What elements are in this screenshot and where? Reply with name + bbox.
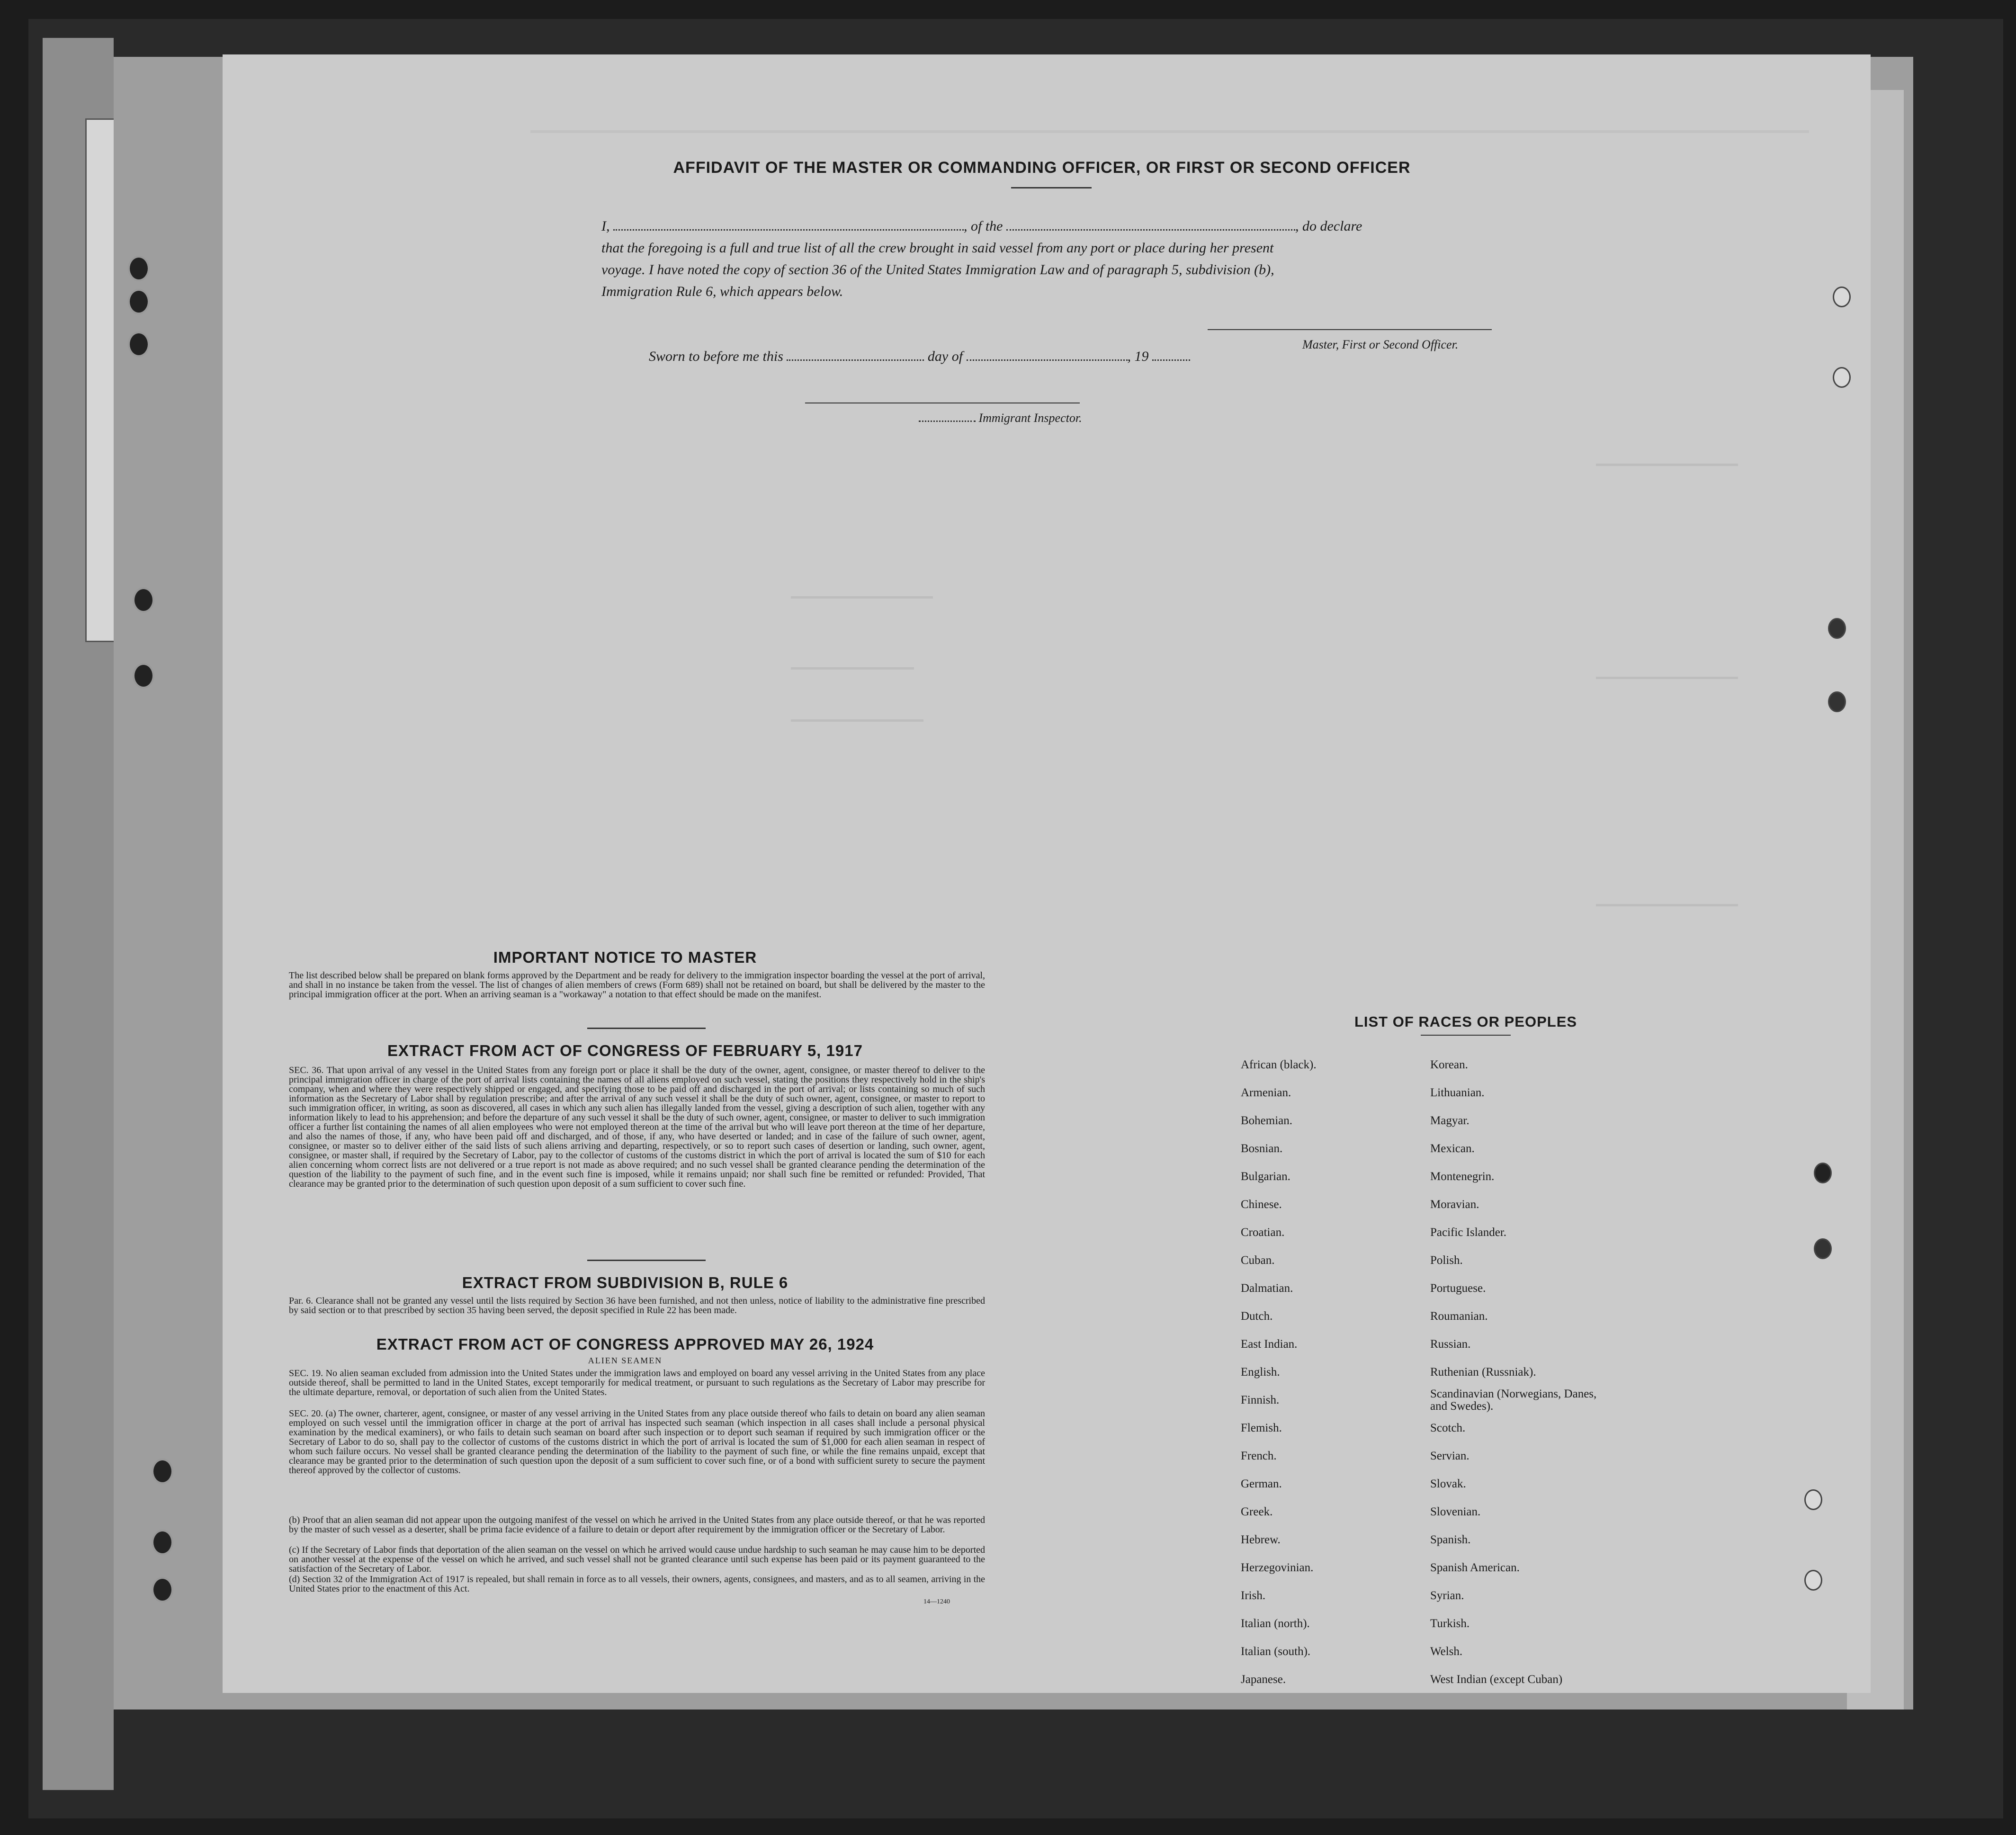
race-entry: Irish.	[1241, 1589, 1266, 1602]
race-entry: Greek.	[1241, 1505, 1273, 1518]
race-entry: Syrian.	[1430, 1589, 1464, 1602]
sworn-line	[649, 346, 1454, 367]
race-entry: Herzegovinian.	[1241, 1561, 1314, 1574]
notice-divider	[587, 1028, 706, 1029]
affidavit-line-2: that the foregoing is a full and true list of all the crew brought in said vessel from any port or place during her present	[601, 240, 1274, 256]
notice-title: IMPORTANT NOTICE TO MASTER	[493, 949, 757, 966]
page-hole-icon	[1828, 691, 1846, 712]
bleed-through-mark	[1596, 670, 1738, 679]
race-entry: Japanese.	[1241, 1673, 1286, 1686]
extract-1917-text: SEC. 36. That upon arrival of any vessel in the United States from any foreign port or place it shall be the duty of the owner, agent, consignee, or master thereof to deliver to the principal immigration officer in charge of the port of arrival lists containing the names of all aliens employed on such vessel, stating the positions they respectively hold in the ship's company, when and where they were respectively shipped or engaged, and specifying those to be paid off and discharged in the port of arrival; or lists containing so much of such information as the Secretary of Labor shall by regulation prescribe; and after the arrival of any such vessel it shall be the duty of such owner, agent, consignee, or master to report to such immigration officer, in writing, as soon as discovered, all cases in which any such alien has illegally landed from the vessel, giving a description of such alien, together with any information likely to lead to his apprehension; and before the departure of any such vessel it shall be the duty of such owner, agent, consignee, or master to deliver to such immigration officer a further list containing the names of all alien employees who were not employed thereon at the time of the arrival but who will leave port thereon at the time of her departure, and also the names of those, if any, who have been paid off and discharged, and of those, if any, who have deserted or landed; and in case of the failure of such owner, agent, consignee, or master so to deliver either of the said lists of such aliens arriving and departing, respectively, or so to report such cases of desertion or landing, such owner, agent, consignee, or master shall, if required by the Secretary of Labor, pay to the collector of customs of the customs district in which the port of arrival is located the sum of $10 for each alien concerning whom correct lists are not delivered or a true report is not made as above required; and no such vessel shall be granted clearance pending the determination of the question of the liability to the payment of such fine, and in the event such fine is imposed, while it remains unpaid; nor shall such fine be remitted or refunded: Provided, That clearance may be granted prior to the determination of such question upon deposit of a sum sufficient to cover such fine.	[289, 1065, 985, 1189]
binder-hole-icon	[128, 256, 150, 281]
day-blank[interactable]	[787, 353, 924, 361]
race-entry: Italian (south).	[1241, 1645, 1311, 1658]
race-entry: Slovak.	[1430, 1477, 1466, 1490]
page-hole-icon	[1833, 367, 1851, 388]
race-entry: Lithuanian.	[1430, 1086, 1485, 1099]
page-hole-icon	[1814, 1163, 1832, 1183]
race-entry: Roumanian.	[1430, 1310, 1488, 1323]
signature-label: Master, First or Second Officer.	[1302, 338, 1459, 351]
inspector-line	[919, 407, 1082, 429]
bleed-through-mark	[791, 713, 923, 722]
extract-1917-divider	[587, 1260, 706, 1261]
race-entry: Pacific Islander.	[1430, 1226, 1507, 1239]
race-entry: East Indian.	[1241, 1338, 1298, 1351]
race-entry: Portuguese.	[1430, 1282, 1486, 1295]
race-entry: Mexican.	[1430, 1142, 1475, 1155]
race-entry: Bohemian.	[1241, 1114, 1293, 1127]
page-hole-icon	[1804, 1570, 1822, 1591]
bleed-through-mark	[791, 590, 933, 599]
race-entry: Moravian.	[1430, 1198, 1479, 1211]
race-entry: Dalmatian.	[1241, 1282, 1293, 1295]
race-entry: Armenian.	[1241, 1086, 1291, 1099]
inspector-label: Immigrant Inspector.	[978, 411, 1082, 425]
races-title-underline	[1421, 1035, 1511, 1036]
sworn-start: Sworn to before me this	[649, 349, 783, 364]
affidavit-title: AFFIDAVIT OF THE MASTER OR COMMANDING OFFICER, OR FIRST OR SECOND OFFICER	[673, 159, 1411, 177]
month-blank[interactable]	[967, 353, 1128, 361]
extract-1917-title: EXTRACT FROM ACT OF CONGRESS OF FEBRUARY 5, 1917	[387, 1042, 863, 1059]
affidavit-line-1	[601, 215, 1525, 237]
notice-text: The list described below shall be prepared on blank forms approved by the Department and be ready for delivery to the immigration inspector boarding the vessel at the port of arrival, and shall in no instance be taken from the vessel. The list of changes of alien members of crews (Form 689) shall not be retained on board, but shall be delivered by the master to the principal immigration officer at the port. When an arriving seaman is a "workaway" a notation to that effect should be made on the manifest.	[289, 970, 985, 1000]
race-entry: Magyar.	[1430, 1114, 1469, 1127]
race-entry: Scandinavian (Norwegians, Danes, and Swedes).	[1430, 1387, 1597, 1413]
race-entry: Croatian.	[1241, 1226, 1285, 1239]
sec20c-text: (c) If the Secretary of Labor finds that deportation of the alien seaman on the vessel on which he arrived would cause undue hardship to such seaman he may cause him to be deported on another vessel at the expense of the vessel on which he arrived, and such vessel shall not be granted clearance until such expense has been paid or its payment guaranteed to the satisfaction of the Secretary of Labor.	[289, 1545, 985, 1574]
race-entry: Scotch.	[1430, 1422, 1466, 1434]
bleed-through-mark	[1596, 457, 1738, 466]
binder-hole-icon	[133, 587, 154, 613]
affidavit-line-1-start: I,	[601, 218, 610, 234]
race-entry: Polish.	[1430, 1254, 1463, 1267]
race-entry: Korean.	[1430, 1058, 1468, 1071]
vessel-blank[interactable]	[1006, 223, 1295, 231]
sec20b-text: (b) Proof that an alien seaman did not appear upon the outgoing manifest of the vessel on which he arrived in the United States from any place outside thereof, or that he was reported by the master of such vessel as a deserter, shall be prima facie evidence of a failure to detain or deport after requirement by the immigration officer or the Secretary of Labor.	[289, 1515, 985, 1535]
rule6-title: EXTRACT FROM SUBDIVISION B, RULE 6	[462, 1274, 788, 1291]
extract-1924-title: EXTRACT FROM ACT OF CONGRESS APPROVED MAY 26, 1924	[376, 1335, 874, 1353]
race-entry: Cuban.	[1241, 1254, 1275, 1267]
race-entry: Welsh.	[1430, 1645, 1463, 1658]
race-entry: Montenegrin.	[1430, 1170, 1495, 1183]
race-entry: Italian (north).	[1241, 1617, 1310, 1630]
page-hole-icon	[1833, 286, 1851, 307]
race-entry: Bosnian.	[1241, 1142, 1283, 1155]
race-entry: English.	[1241, 1366, 1280, 1378]
race-entry: Servian.	[1430, 1450, 1469, 1462]
inspector-blank[interactable]	[919, 414, 976, 422]
binder-hole-icon	[152, 1530, 173, 1555]
race-entry: Hebrew.	[1241, 1533, 1281, 1546]
races-title: LIST OF RACES OR PEOPLES	[1354, 1013, 1577, 1030]
title-underline	[1011, 187, 1092, 188]
sworn-end: , 19	[1127, 349, 1149, 364]
affidavit-line-4: Immigration Rule 6, which appears below.	[601, 284, 843, 299]
name-blank[interactable]	[613, 223, 964, 231]
manifest-page	[223, 54, 1871, 1693]
sworn-mid: day of	[927, 349, 963, 364]
race-entry: French.	[1241, 1450, 1277, 1462]
race-entry: Bulgarian.	[1241, 1170, 1290, 1183]
page-hole-icon	[1828, 618, 1846, 639]
race-entry: West Indian (except Cuban)	[1430, 1673, 1563, 1686]
race-entry: Slovenian.	[1430, 1505, 1481, 1518]
year-blank[interactable]	[1152, 353, 1190, 361]
signature-line	[1208, 329, 1492, 330]
race-entry: African (black).	[1241, 1058, 1317, 1071]
race-entry: Flemish.	[1241, 1422, 1282, 1434]
race-entry: German.	[1241, 1477, 1282, 1490]
page-hole-icon	[1814, 1238, 1832, 1259]
binder-hole-icon	[133, 663, 154, 689]
race-entry: Spanish American.	[1430, 1561, 1520, 1574]
race-entry: Chinese.	[1241, 1198, 1282, 1211]
affidavit-line-1-mid: , of the	[964, 218, 1003, 234]
extract-1924-subtitle: ALIEN SEAMEN	[588, 1356, 663, 1365]
bleed-through-mark	[791, 661, 914, 670]
race-entry: Dutch.	[1241, 1310, 1273, 1323]
bleed-through-mark	[530, 116, 1809, 133]
page-hole-icon	[1804, 1489, 1822, 1510]
race-entry: Turkish.	[1430, 1617, 1470, 1630]
race-entry: Russian.	[1430, 1338, 1471, 1351]
affidavit-line-1-end: , do declare	[1295, 218, 1362, 234]
form-number: 14—1240	[923, 1598, 950, 1605]
binder-hole-icon	[152, 1459, 173, 1484]
race-entry: Spanish.	[1430, 1533, 1471, 1546]
bleed-through-mark	[1596, 897, 1738, 906]
binder-hole-icon	[128, 289, 150, 314]
binder-hole-icon	[128, 331, 150, 357]
race-entry: Finnish.	[1241, 1394, 1280, 1406]
rule6-text: Par. 6. Clearance shall not be granted any vessel until the lists required by Section 36 have been furnished, and not then unless, notice of liability to the administrative fine prescribed by said section or to that prescribed by section 35 having been served, the deposit specified in Rule 22 has been made.	[289, 1296, 985, 1316]
affidavit-line-3: voyage. I have noted the copy of section 36 of the United States Immigration Law and of paragraph 5, subdivision (b),	[601, 262, 1274, 277]
race-entry: Ruthenian (Russniak).	[1430, 1366, 1536, 1378]
sec19-text: SEC. 19. No alien seaman excluded from admission into the United States under the immigration laws and employed on board any vessel arriving in the United States from any place outside thereof, shall be permitted to land in the United States, except temporarily for medical treatment, or pursuant to such regulations as the Secretary of Labor may prescribe for the ultimate departure, removal, or deportation of such alien from the United States.	[289, 1368, 985, 1397]
sec20d-text: (d) Section 32 of the Immigration Act of 1917 is repealed, but shall remain in force as to all vessels, their owners, agents, consignees, and masters, and as to all seamen, arriving in the United States prior to the enactment of this Act.	[289, 1574, 985, 1594]
sec20a-text: SEC. 20. (a) The owner, charterer, agent, consignee, or master of any vessel arriving in the United States from any place outside thereof who fails to detain on board any alien seaman employed on such vessel until the immigration officer in charge at the port of arrival has inspected such seaman (which inspection in all cases shall include a personal physical examination by the medical examiners), or who fails to detain such seaman on board after such inspection or to deport such seaman if required by such immigration officer or the Secretary of Labor to do so, shall pay to the collector of customs of the customs district in which the port of arrival is located the sum of $1,000 for each alien seaman in respect of whom such failure occurs. No vessel shall be granted clearance pending the determination of the liability to the payment of such fine, or while the fine remains unpaid, except that clearance may be granted prior to the determination of such question upon the deposit of a sum sufficient to cover such fine, or of a bond with sufficient surety to secure the payment thereof approved by the collector of customs.	[289, 1408, 985, 1476]
binder-hole-icon	[152, 1577, 173, 1602]
